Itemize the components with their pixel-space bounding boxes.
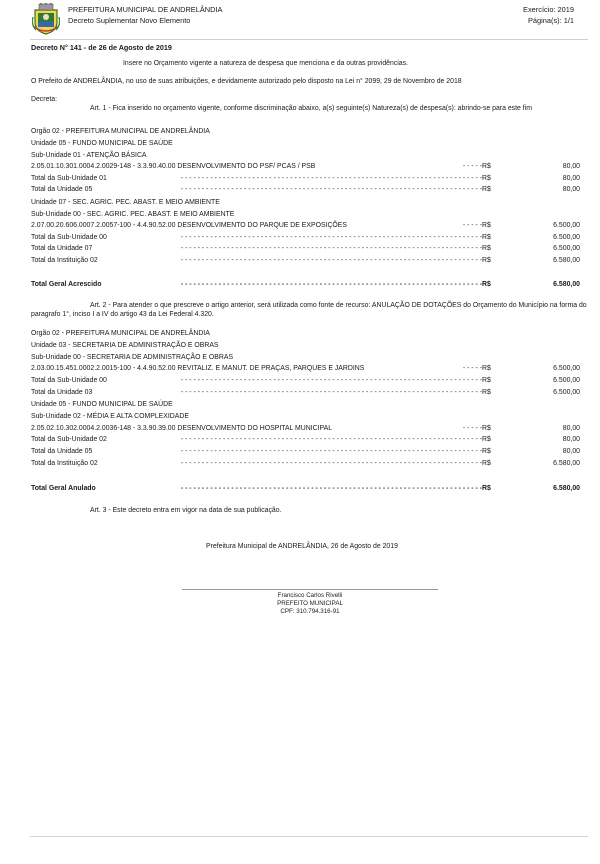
currency-symbol: R$ <box>482 460 491 467</box>
total-amount: 6.580,00 <box>553 460 580 467</box>
header-right <box>523 4 574 26</box>
total-amount: 6.500,00 <box>553 245 580 252</box>
total-label: Total da Sub-Unidade 00 <box>31 234 107 241</box>
currency-symbol: R$ <box>482 257 491 264</box>
dot-leader: - - - - - - - - - - - - - - - - - - - - - - - - - - - - - - - - - - - - - - - - - - - - - - - - - - - - - - - - - - - - - - - - - - - - - - - - <box>180 281 482 288</box>
footer-divider <box>30 836 588 837</box>
dot-leader: - - - - - <box>462 365 482 372</box>
added-unidade-05: Unidade 05 - FUNDO MUNICIPAL DE SAÚDE <box>31 140 173 147</box>
signer-name: Francisco Carlos Rivelli <box>277 592 343 599</box>
added-total-unit-row <box>31 185 580 195</box>
item-amount: 6.500,00 <box>553 222 580 229</box>
signature-line <box>182 589 438 590</box>
currency-symbol: R$ <box>482 425 491 432</box>
added-unidade-07: Unidade 07 - SEC. AGRIC. PEC. ABAST. E MEIO AMBIENTE <box>31 199 220 206</box>
dot-leader: - - - - - <box>462 425 482 432</box>
article-2: Art. 2 - Para atender o que prescreve o artigo anterior, será utilizada como fonte de recurso: ANULAÇÃO DE DOTAÇÕES do Orçamento do Município na forma do paragrafo 1°, inciso I a IV do artigo 43 da Lei Federal 4.320. <box>31 302 587 318</box>
grand-total-amount: 6.580,00 <box>553 485 580 492</box>
dot-leader: - - - - - - - - - - - - - - - - - - - - - - - - - - - - - - - - - - - - - - - - - - - - - - - - - - - - - - - - - - - - - - - - - - - - - - - - <box>180 448 482 455</box>
annulled-total-inst-row <box>31 459 580 469</box>
added-total-sub-row <box>31 174 580 184</box>
decree-title: Decreto N° 141 - de 26 de Agosto de 2019 <box>31 43 172 52</box>
municipal-coat-of-arms-icon <box>32 3 60 35</box>
annulled-total-unit-row <box>31 447 580 457</box>
total-amount: 6.500,00 <box>553 377 580 384</box>
added-total-sub-row <box>31 233 580 243</box>
added-item-row <box>31 162 580 172</box>
decree-summary: Insere no Orçamento vigente a natureza de despesa que menciona e da outras providências. <box>123 60 408 67</box>
total-amount: 6.500,00 <box>553 234 580 241</box>
total-amount: 80,00 <box>562 175 580 182</box>
dot-leader: - - - - - - - - - - - - - - - - - - - - - - - - - - - - - - - - - - - - - - - - - - - - - - - - - - - - - - - - - - - - - - - - - - - - - - - - <box>180 234 482 241</box>
total-label: Total da Instituição 02 <box>31 460 98 467</box>
dot-leader: - - - - - - - - - - - - - - - - - - - - - - - - - - - - - - - - - - - - - - - - - - - - - - - - - - - - - - - - - - - - - - - - - - - - - - - - <box>180 389 482 396</box>
dot-leader: - - - - - - - - - - - - - - - - - - - - - - - - - - - - - - - - - - - - - - - - - - - - - - - - - - - - - - - - - - - - - - - - - - - - - - - - <box>180 460 482 467</box>
dot-leader: - - - - - - - - - - - - - - - - - - - - - - - - - - - - - - - - - - - - - - - - - - - - - - - - - - - - - - - - - - - - - - - - - - - - - - - - <box>180 186 482 193</box>
annulled-grand-total-row <box>31 484 580 494</box>
header-left <box>68 4 222 26</box>
currency-symbol: R$ <box>482 365 491 372</box>
total-amount: 6.580,00 <box>553 257 580 264</box>
dot-leader: - - - - - <box>462 163 482 170</box>
dot-leader: - - - - - - - - - - - - - - - - - - - - - - - - - - - - - - - - - - - - - - - - - - - - - - - - - - - - - - - - - - - - - - - - - - - - - - - - <box>180 245 482 252</box>
item-amount: 80,00 <box>562 425 580 432</box>
document-type: Decreto Suplementar Novo Elemento <box>68 16 191 25</box>
annulled-total-unit-row <box>31 388 580 398</box>
item-amount: 6.500,00 <box>553 365 580 372</box>
currency-symbol: R$ <box>482 245 491 252</box>
dot-leader: - - - - - - - - - - - - - - - - - - - - - - - - - - - - - - - - - - - - - - - - - - - - - - - - - - - - - - - - - - - - - - - - - - - - - - - - <box>180 485 482 492</box>
currency-symbol: R$ <box>482 485 491 492</box>
grand-total-label: Total Geral Anulado <box>31 485 96 492</box>
item-label: 2.07.00.20.606.0007.2.0057-100 - 4.4.90.52.00 DESENVOLVIMENTO DO PARQUE DE EXPOSIÇÕES <box>31 222 347 229</box>
total-label: Total da Sub-Unidade 01 <box>31 175 107 182</box>
total-label: Total da Sub-Unidade 00 <box>31 377 107 384</box>
currency-symbol: R$ <box>482 281 491 288</box>
dot-leader: - - - - - - - - - - - - - - - - - - - - - - - - - - - - - - - - - - - - - - - - - - - - - - - - - - - - - - - - - - - - - - - - - - - - - - - - <box>180 175 482 182</box>
currency-symbol: R$ <box>482 175 491 182</box>
grand-total-amount: 6.580,00 <box>553 281 580 288</box>
total-label: Total da Unidade 05 <box>31 448 93 455</box>
item-label: 2.05.02.10.302.0004.2.0036-148 - 3.3.90.39.00 DESENVOLVIMENTO DO HOSPITAL MUNICIPAL <box>31 425 333 432</box>
annulled-total-sub-row <box>31 435 580 445</box>
currency-symbol: R$ <box>482 389 491 396</box>
currency-symbol: R$ <box>482 448 491 455</box>
added-subunidade-00: Sub-Unidade 00 - SEC. AGRIC. PEC. ABAST. E MEIO AMBIENTE <box>31 211 235 218</box>
article-1: Art. 1 - Fica inserido no orçamento vigente, conforme discriminação abaixo, a(s) seguinte(s) Natureza(s) de despesa(s): abrindo-se para este fim <box>90 105 532 112</box>
currency-symbol: R$ <box>482 186 491 193</box>
signer-role: PREFEITO MUNICIPAL <box>277 600 343 607</box>
currency-symbol: R$ <box>482 436 491 443</box>
annulled-item-row <box>31 424 580 434</box>
annulled-unidade-03: Unidade 03 - SECRETARIA DE ADMINISTRAÇÃO E OBRAS <box>31 342 219 349</box>
annulled-unidade-05: Unidade 05 - FUNDO MUNICIPAL DE SAÚDE <box>31 401 173 408</box>
annulled-subunidade-02: Sub-Unidade 02 - MÉDIA E ALTA COMPLEXIDADE <box>31 413 189 420</box>
total-label: Total da Unidade 07 <box>31 245 93 252</box>
header-divider <box>30 39 588 40</box>
currency-symbol: R$ <box>482 163 491 170</box>
grand-total-label: Total Geral Acrescido <box>31 281 102 288</box>
decree-decreta: Decreta: <box>31 96 58 103</box>
dot-leader: - - - - - - - - - - - - - - - - - - - - - - - - - - - - - - - - - - - - - - - - - - - - - - - - - - - - - - - - - - - - - - - - - - - - - - - - <box>180 377 482 384</box>
page-count: Página(s): 1/1 <box>527 16 574 25</box>
dot-leader: - - - - - - - - - - - - - - - - - - - - - - - - - - - - - - - - - - - - - - - - - - - - - - - - - - - - - - - - - - - - - - - - - - - - - - - - <box>180 257 482 264</box>
fiscal-year: Exercício: 2019 <box>523 5 574 14</box>
dot-leader: - - - - - <box>462 222 482 229</box>
added-total-inst-row <box>31 256 580 266</box>
added-subunidade-01: Sub-Unidade 01 - ATENÇÃO BÁSICA <box>31 152 147 159</box>
dot-leader: - - - - - - - - - - - - - - - - - - - - - - - - - - - - - - - - - - - - - - - - - - - - - - - - - - - - - - - - - - - - - - - - - - - - - - - - <box>180 436 482 443</box>
item-label: 2.03.00.15.451.0002.2.0015-100 - 4.4.90.52.00 REVITALIZ. E MANUT. DE PRAÇAS, PARQUES E JARDINS <box>31 365 365 372</box>
signer-cpf: CPF: 310.794.316-91 <box>280 608 340 615</box>
added-item-row <box>31 221 580 231</box>
total-label: Total da Instituição 02 <box>31 257 98 264</box>
total-amount: 80,00 <box>562 448 580 455</box>
municipality-name: PREFEITURA MUNICIPAL DE ANDRELÂNDIA <box>68 5 223 14</box>
place-and-date: Prefeitura Municipal de ANDRELÂNDIA, 26 de Agosto de 2019 <box>206 543 398 550</box>
total-label: Total da Unidade 03 <box>31 389 93 396</box>
total-label: Total da Sub-Unidade 02 <box>31 436 107 443</box>
annulled-item-row <box>31 364 580 374</box>
total-label: Total da Unidade 05 <box>31 186 93 193</box>
annulled-total-sub-row <box>31 376 580 386</box>
currency-symbol: R$ <box>482 377 491 384</box>
currency-symbol: R$ <box>482 234 491 241</box>
item-label: 2.05.01.10.301.0004.2.0029-148 - 3.3.90.40.00 DESENVOLVIMENTO DO PSF/ PCAS / PSB <box>31 163 316 170</box>
decree-preamble: O Prefeito de ANDRELÂNDIA, no uso de suas atribuições, e devidamente autorizado pelo disposto na Lei n° 2099, 29 de Novembro de 2018 <box>31 78 462 85</box>
currency-symbol: R$ <box>482 222 491 229</box>
added-total-unit-row <box>31 244 580 254</box>
annulled-subunidade-00: Sub-Unidade 00 - SECRETARIA DE ADMINISTRAÇÃO E OBRAS <box>31 354 234 361</box>
annulled-orgao: Orgão 02 - PREFEITURA MUNICIPAL DE ANDRELÂNDIA <box>31 330 210 337</box>
article-3: Art. 3 - Este decreto entra em vigor na data de sua publicação. <box>90 507 282 514</box>
total-amount: 80,00 <box>562 436 580 443</box>
total-amount: 80,00 <box>562 186 580 193</box>
item-amount: 80,00 <box>562 163 580 170</box>
added-orgao: Orgão 02 - PREFEITURA MUNICIPAL DE ANDRELÂNDIA <box>31 128 210 135</box>
total-amount: 6.500,00 <box>553 389 580 396</box>
added-grand-total-row <box>31 280 580 290</box>
